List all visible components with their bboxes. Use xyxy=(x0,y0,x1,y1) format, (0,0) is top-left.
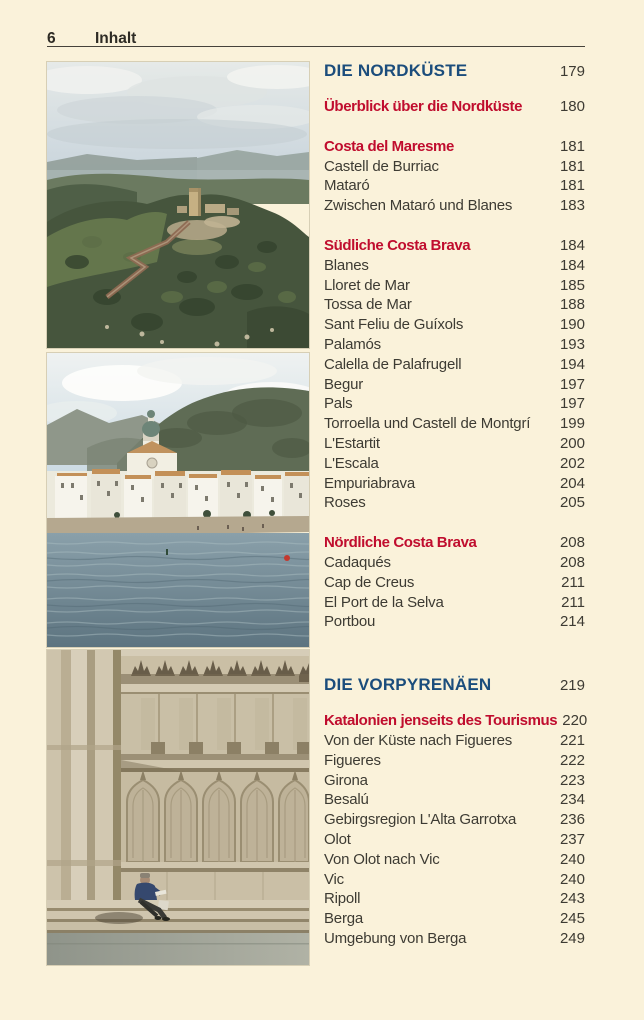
toc-entry-label: Figueres xyxy=(324,751,381,769)
toc-entry[interactable] xyxy=(324,889,585,909)
toc-entry[interactable] xyxy=(324,256,585,276)
hilltop-castle-photo xyxy=(47,62,309,348)
toc-entry-label: L'Estartit xyxy=(324,434,380,452)
toc-entry-page: 184 xyxy=(559,256,585,274)
toc-entry-page: 240 xyxy=(559,850,585,868)
toc-entry-page: 234 xyxy=(559,791,585,809)
toc-heading-page: 208 xyxy=(559,534,585,552)
toc-entry-page: 223 xyxy=(559,771,585,789)
toc-entry[interactable] xyxy=(324,790,585,810)
toc-entry-page: 204 xyxy=(559,474,585,492)
toc-group xyxy=(324,236,585,513)
toc-entry-page: 183 xyxy=(559,197,585,215)
toc-entry-page: 197 xyxy=(559,375,585,393)
toc-entry[interactable] xyxy=(324,771,585,791)
toc-entry-label: Castell de Burriac xyxy=(324,157,439,175)
toc-entry-page: 240 xyxy=(559,870,585,888)
toc-entry[interactable] xyxy=(324,157,585,177)
toc-entry[interactable] xyxy=(324,929,585,949)
toc-group xyxy=(324,674,585,697)
toc-entry[interactable] xyxy=(324,375,585,395)
toc-entry[interactable] xyxy=(324,276,585,296)
toc-entry[interactable] xyxy=(324,870,585,890)
toc-entry-label: Girona xyxy=(324,771,368,789)
cathedral-facade-photo xyxy=(47,650,309,965)
header-title: Inhalt xyxy=(95,30,137,47)
toc-entry-label: Lloret de Mar xyxy=(324,276,410,294)
toc-entry-label: Von Olot nach Vic xyxy=(324,850,440,868)
toc-entry[interactable] xyxy=(324,454,585,474)
toc-section-heading[interactable] xyxy=(324,533,585,553)
toc-entry-label: Cap de Creus xyxy=(324,573,415,591)
toc-entry-page: 200 xyxy=(559,434,585,452)
toc-entry[interactable] xyxy=(324,394,585,414)
toc-entry[interactable] xyxy=(324,731,585,751)
toc-entry-page: 211 xyxy=(561,573,585,591)
toc-group xyxy=(324,97,585,117)
toc-entry-page: 237 xyxy=(559,830,585,848)
toc-section-heading[interactable] xyxy=(324,236,585,256)
toc-heading-page: 220 xyxy=(562,712,588,730)
toc-entry-page: 211 xyxy=(561,593,585,611)
toc-entry-page: 185 xyxy=(559,276,585,294)
header-rule xyxy=(47,46,585,47)
toc-entry-page: 199 xyxy=(559,415,585,433)
toc-entry-label: Cadaqués xyxy=(324,553,391,571)
toc-chapter-heading[interactable] xyxy=(324,674,585,697)
toc-group xyxy=(324,711,588,949)
toc-entry-label: Ripoll xyxy=(324,890,361,908)
header-page-number: 6 xyxy=(47,30,56,47)
toc-entry[interactable] xyxy=(324,414,585,434)
toc-entry[interactable] xyxy=(324,573,585,593)
toc-heading-label: Costa del Maresme xyxy=(324,137,454,155)
toc-entry[interactable] xyxy=(324,335,585,355)
toc-entry-page: 208 xyxy=(559,553,585,571)
toc-section-heading[interactable] xyxy=(324,97,585,117)
toc-group xyxy=(324,533,585,632)
toc-entry[interactable] xyxy=(324,355,585,375)
toc-entry[interactable] xyxy=(324,850,585,870)
toc-heading-page: 184 xyxy=(559,236,585,254)
toc-entry-label: Calella de Palafrugell xyxy=(324,355,462,373)
hilltop-castle-illustration xyxy=(47,62,309,348)
toc-entry-label: Berga xyxy=(324,910,364,928)
toc-heading-label: Südliche Costa Brava xyxy=(324,236,471,254)
toc-entry-page: 197 xyxy=(559,395,585,413)
toc-entry-page: 193 xyxy=(559,335,585,353)
toc-entry-page: 249 xyxy=(559,929,585,947)
toc-entry-label: L'Escala xyxy=(324,454,379,472)
toc-entry-page: 188 xyxy=(559,296,585,314)
toc-entry-label: Tossa de Mar xyxy=(324,296,412,314)
toc-entry-label: Vic xyxy=(324,870,344,888)
toc-entry[interactable] xyxy=(324,593,585,613)
toc-entry-label: Begur xyxy=(324,375,364,393)
toc-heading-page: 181 xyxy=(559,137,585,155)
seaside-village-photo xyxy=(47,353,309,647)
toc-entry[interactable] xyxy=(324,493,585,513)
toc-group xyxy=(324,137,585,216)
toc-entry[interactable] xyxy=(324,474,585,494)
toc-entry-page: 245 xyxy=(559,910,585,928)
toc-heading-label: Überblick über die Nordküste xyxy=(324,98,523,115)
toc-heading-page: 219 xyxy=(559,677,585,695)
toc-entry-page: 222 xyxy=(559,751,585,769)
toc-entry-label: Torroella und Castell de Montgrí xyxy=(324,415,531,433)
toc-heading-label: DIE NORDKÜSTE xyxy=(324,61,468,80)
toc-heading-label: Nördliche Costa Brava xyxy=(324,534,477,552)
toc-entry-label: El Port de la Selva xyxy=(324,593,444,611)
toc-entry-page: 205 xyxy=(559,494,585,512)
toc-entry-label: Besalú xyxy=(324,791,369,809)
toc-section-heading[interactable] xyxy=(324,711,588,731)
toc-entry-label: Roses xyxy=(324,494,366,512)
toc-entry-page: 181 xyxy=(559,177,585,195)
cathedral-facade-illustration xyxy=(47,650,309,965)
toc-entry-page: 236 xyxy=(559,811,585,829)
toc-entry-page: 221 xyxy=(559,731,585,749)
toc-entry[interactable] xyxy=(324,909,585,929)
toc-entry-page: 202 xyxy=(559,454,585,472)
toc-entry-label: Sant Feliu de Guíxols xyxy=(324,316,464,334)
toc-entry[interactable] xyxy=(324,295,585,315)
toc-heading-label: Katalonien jenseits des Tourismus xyxy=(324,712,558,730)
toc xyxy=(324,60,588,949)
toc-entry[interactable] xyxy=(324,810,585,830)
toc-entry-label: Gebirgsregion L'Alta Garrotxa xyxy=(324,811,517,829)
toc-group xyxy=(324,60,585,83)
toc-entry-label: Umgebung von Berga xyxy=(324,929,467,947)
toc-entry[interactable] xyxy=(324,830,585,850)
toc-entry-page: 214 xyxy=(559,613,585,631)
toc-entry-label: Zwischen Mataró und Blanes xyxy=(324,197,513,215)
toc-entry[interactable] xyxy=(324,315,585,335)
toc-entry-page: 190 xyxy=(559,316,585,334)
toc-section-heading[interactable] xyxy=(324,137,585,157)
toc-heading-label: DIE VORPYRENÄEN xyxy=(324,675,492,695)
toc-entry-label: Palamós xyxy=(324,335,381,353)
toc-entry-label: Mataró xyxy=(324,177,370,195)
toc-entry[interactable] xyxy=(324,434,585,454)
toc-entry-label: Empuriabrava xyxy=(324,474,415,492)
toc-entry-page: 243 xyxy=(559,890,585,908)
toc-entry-page: 194 xyxy=(559,355,585,373)
toc-entry-label: Portbou xyxy=(324,613,376,631)
toc-heading-page: 180 xyxy=(559,98,585,115)
toc-entry[interactable] xyxy=(324,553,585,573)
toc-entry-label: Von der Küste nach Figueres xyxy=(324,731,513,749)
seaside-village-illustration xyxy=(47,353,309,647)
toc-entry[interactable] xyxy=(324,196,585,216)
toc-entry[interactable] xyxy=(324,176,585,196)
toc-heading-page: 179 xyxy=(559,63,585,80)
toc-chapter-heading[interactable] xyxy=(324,60,585,83)
toc-entry[interactable] xyxy=(324,751,585,771)
toc-entry-label: Olot xyxy=(324,830,351,848)
toc-entry[interactable] xyxy=(324,612,585,632)
toc-entry-page: 181 xyxy=(559,157,585,175)
toc-entry-label: Blanes xyxy=(324,256,369,274)
toc-entry-label: Pals xyxy=(324,395,353,413)
